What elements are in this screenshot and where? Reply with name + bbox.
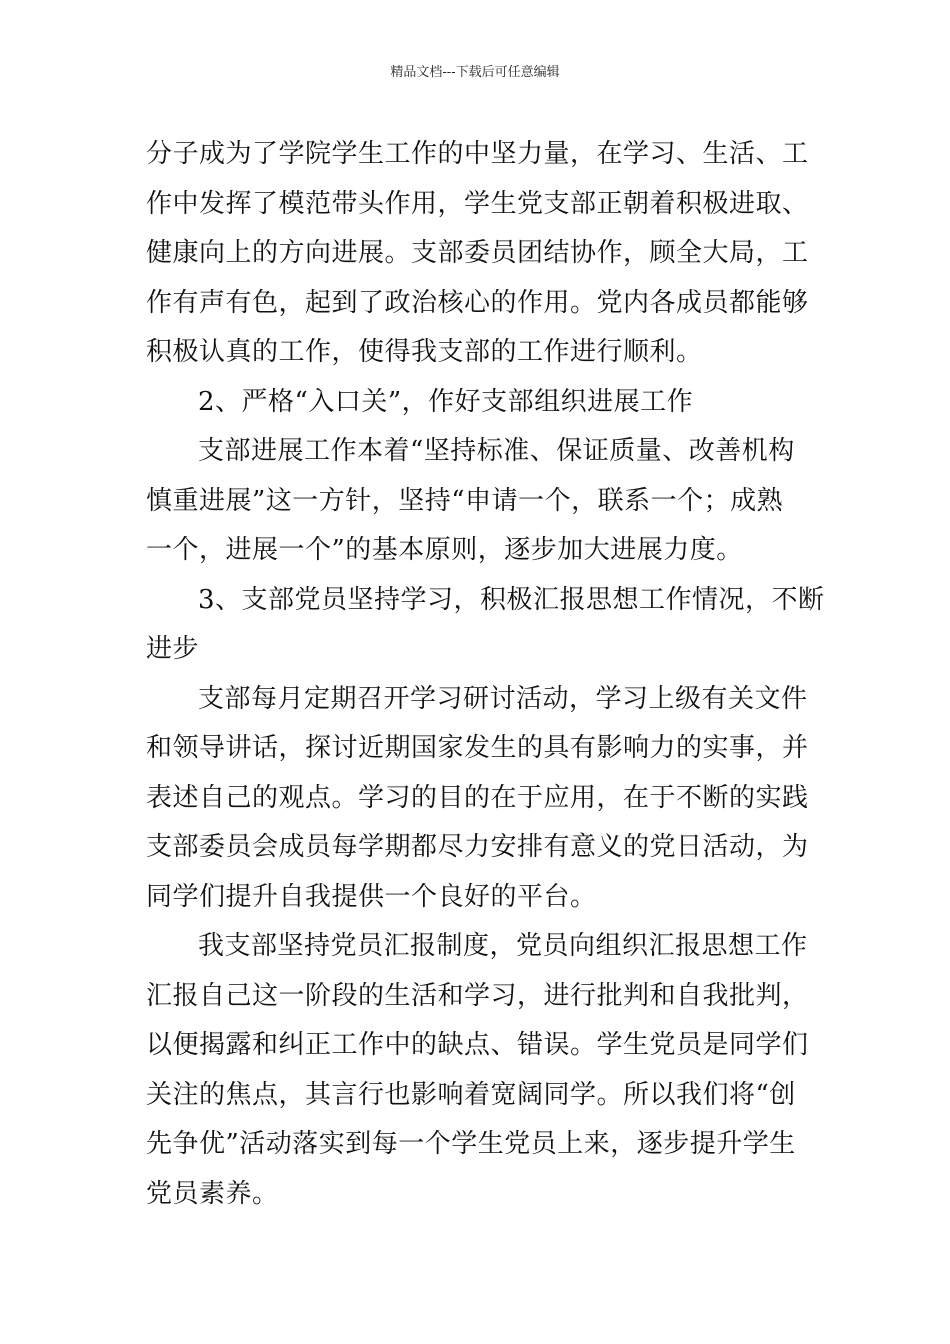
text-line: 同学们提升自我提供一个良好的平台。 [146,881,597,912]
text-line: 进步 [146,634,200,664]
text-line: 3、支部党员坚持学习，积极汇报思想工作情况，不断 [198,584,825,615]
text-line: 党员素养。 [146,1178,279,1209]
text-line: 一个，进展一个”的基本原则，逐步加大进展力度。 [146,535,743,565]
text-line: 慎重进展”这一方针，坚持“申请一个，联系一个；成熟 [146,485,784,516]
text-line: 2、严格“入口关”，作好支部组织进展工作 [198,386,694,417]
text-line: 支部委员会成员每学期都尽力安排有意义的党日活动，为 [146,832,809,862]
text-line: 健康向上的方向进展。支部委员团结协作，顾全大局，工 [146,238,809,268]
text-line: 支部每月定期召开学习研讨活动，学习上级有关文件 [198,683,808,714]
text-line: 我支部坚持党员汇报制度，党员向组织汇报思想工作 [198,931,808,961]
text-line: 作有声有色，起到了政治核心的作用。党内各成员都能够 [146,287,809,318]
text-line: 分子成为了学院学生工作的中坚力量，在学习、生活、工 [146,139,809,169]
document-body [146,130,825,1219]
text-line: 支部进展工作本着“坚持标准、保证质量、改善机构 [198,436,795,466]
text-line: 汇报自己这一阶段的生活和学习，进行批判和自我批判， [146,980,809,1011]
text-line: 关注的焦点，其言行也影响着宽阔同学。所以我们将“创 [146,1079,796,1110]
text-line: 积极认真的工作，使得我支部的工作进行顺利。 [146,337,703,367]
text-line: 和领导讲话，探讨近期国家发生的具有影响力的实事，并 [146,733,809,763]
text-line: 表述自己的观点。学习的目的在于应用，在于不断的实践 [146,782,809,813]
page-header: 精品文档---下载后可任意编辑 [390,65,560,80]
text-line: 以便揭露和纠正工作中的缺点、错误。学生党员是同学们 [146,1030,809,1060]
text-line: 先争优”活动落实到每一个学生党员上来，逐步提升学生 [146,1129,796,1159]
text-line: 作中发挥了模范带头作用，学生党支部正朝着积极进取、 [146,188,809,219]
